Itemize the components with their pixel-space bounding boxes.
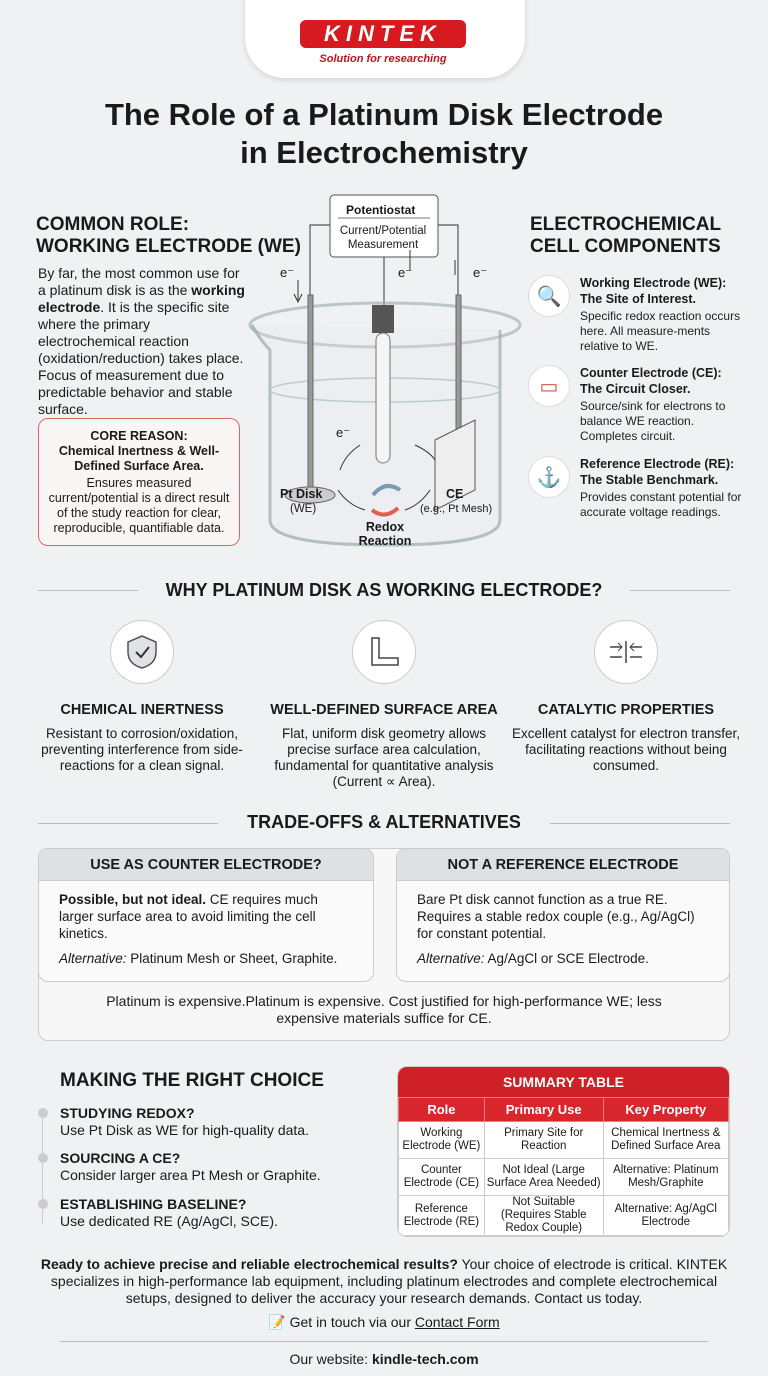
we-label: (WE) xyxy=(290,503,317,515)
core-reason-box: CORE REASON: Chemical Inertness & Well-Defined Surface Area. Ensures measured current/potential is a direct result of the study reaction for clear, reproducible, quantifiable data. xyxy=(38,418,240,546)
divider xyxy=(60,1341,708,1342)
column-header: Primary Use xyxy=(484,1098,603,1122)
common-role-heading: COMMON ROLE: WORKING ELECTRODE (WE) xyxy=(36,214,301,257)
measurement-label: Current/Potential Measurement xyxy=(339,225,427,251)
electron-label-we: e⁻ xyxy=(280,265,295,280)
page-title: The Role of a Platinum Disk Electrode in Electrochemistry xyxy=(104,97,664,170)
redox-label: Redox Reaction xyxy=(358,520,412,548)
counter-electrode-card: USE AS COUNTER ELECTRODE? Possible, but not ideal. CE requires much larger surface area to avoid limiting the cell kinetics. Alternative: Platinum Mesh or Sheet, Graphite. xyxy=(38,848,374,982)
catalyst-arrows-icon xyxy=(594,620,658,684)
pt-disk-label: Pt Disk xyxy=(280,487,323,501)
website-link[interactable]: kindle-tech.com xyxy=(371,1351,479,1367)
table-row: Working Electrode (WE) Primary Site for Reaction Chemical Inertness & Defined Surface Area xyxy=(399,1122,729,1159)
electron-label-ce: e⁻ xyxy=(473,265,488,280)
cost-note: Platinum is expensive.Platinum is expensive. Cost justified for high-performance WE; less expensive materials suffice for CE. xyxy=(106,993,662,1026)
table-row: Reference Electrode (RE) Not Suitable (Requires Stable Redox Couple) Alternative: Ag/AgCl Electrode xyxy=(399,1196,729,1236)
tagline: Solution for researching xyxy=(319,53,447,65)
battery-icon: ▭ xyxy=(528,365,570,407)
contact-form-link[interactable]: Contact Form xyxy=(414,1314,500,1330)
electron-label-re: e⁻ xyxy=(398,265,413,280)
kintek-logo[interactable]: KINTEK xyxy=(300,20,466,48)
ce-sub-label: (e.g., Pt Mesh) xyxy=(420,503,493,515)
shield-check-icon xyxy=(110,620,174,684)
ruler-icon xyxy=(352,620,416,684)
ce-label: CE xyxy=(446,487,464,501)
website-line: Our website: kindle-tech.com xyxy=(289,1351,479,1367)
potentiostat-label: Potentiostat xyxy=(346,203,416,217)
why-chemical-inertness: CHEMICAL INERTNESS Resistant to corrosion/oxidation, preventing interference from side-reactions for a clean signal. xyxy=(22,620,262,774)
anchor-icon: ⚓ xyxy=(528,456,570,498)
why-surface-area: WELL-DEFINED SURFACE AREA Flat, uniform disk geometry allows precise surface area calculation, fundamental for quantitative analysis (Current ∝ Area). xyxy=(264,620,504,790)
summary-table xyxy=(397,1066,730,1237)
reference-electrode-card: NOT A REFERENCE ELECTRODE Bare Pt disk cannot function as a true RE. Requires a stable redox couple (e.g., Ag/AgCl) for constant potential. Alternative: Ag/AgCl or SCE Electrode. xyxy=(396,848,730,982)
why-heading: WHY PLATINUM DISK AS WORKING ELECTRODE? xyxy=(165,580,603,600)
call-to-action: Ready to achieve precise and reliable electrochemical results? Your choice of electrode is critical. KINTEK specializes in high-performance lab equipment, including platinum electrodes and complete electrochemical setups, designed to deliver the accuracy your research demands. Contact us today. xyxy=(40,1256,728,1306)
table-row: Counter Electrode (CE) Not Ideal (Large Surface Area Needed) Alternative: Platinum Mesh/Graphite xyxy=(399,1159,729,1196)
why-catalytic: CATALYTIC PROPERTIES Excellent catalyst for electron transfer, facilitating reactions without being consumed. xyxy=(506,620,746,774)
contact-line: 📝 Get in touch via our Contact Form xyxy=(268,1314,500,1330)
choice-heading: MAKING THE RIGHT CHOICE xyxy=(60,1070,324,1091)
form-icon: 📝 xyxy=(268,1314,290,1330)
magnifier-icon: 🔍 xyxy=(528,275,570,317)
summary-table-caption: SUMMARY TABLE xyxy=(398,1067,729,1097)
column-header: Role xyxy=(399,1098,485,1122)
electron-label-solution: e⁻ xyxy=(336,425,351,440)
column-header: Key Property xyxy=(603,1098,728,1122)
tradeoffs-heading: TRADE-OFFS & ALTERNATIVES xyxy=(247,812,521,832)
common-role-text: By far, the most common use for a platinum disk is as the working electrode. It is the specific site where the primary electrochemical reaction (oxidation/reduction) takes place. Focus of measurement due to predictable behavior and stable surface. xyxy=(38,265,245,417)
components-heading: ELECTROCHEMICAL CELL COMPONENTS xyxy=(530,214,722,257)
